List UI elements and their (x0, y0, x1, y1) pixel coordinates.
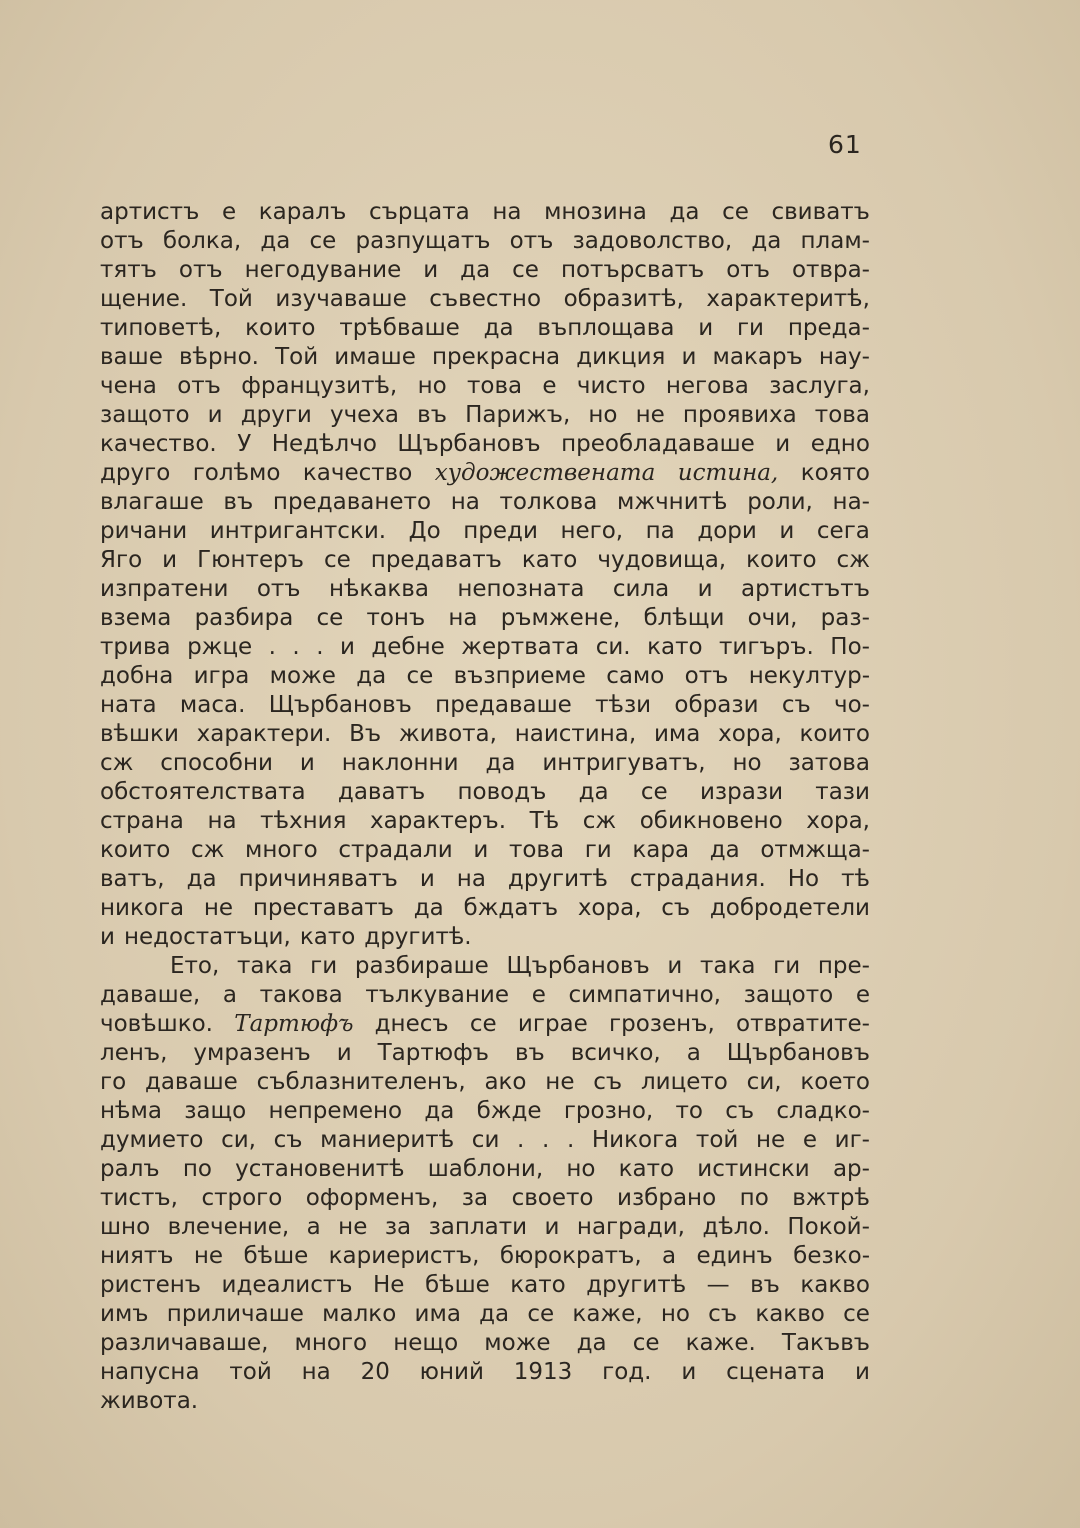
text-line: Ето, така ги разбираше Щърбановъ и така ги пре- (170, 953, 870, 979)
text-line: взема разбира се тонъ на ръмжене, блѣщи очи, раз- (100, 605, 870, 631)
text-line: типоветѣ, които трѣбваше да въплощава и ги преда- (100, 315, 870, 341)
text-line: ричани интригантски. До преди него, па дори и сега (100, 518, 870, 544)
body-text (100, 198, 870, 1416)
text-line: чена отъ французитѣ, но това е чисто негова заслуга, (100, 373, 870, 399)
text-line: страна на тѣхния характеръ. Тѣ сж обикновено хора, (100, 808, 870, 834)
text-line: защото и други учеха въ Парижъ, но не проявиха това (100, 402, 870, 428)
text-line: влагаше въ предаването на толкова мжчнитѣ роли, на- (100, 489, 870, 515)
text-line: ниятъ не бѣше кариеристъ, бюрократъ, а единъ безко- (100, 1243, 870, 1269)
text-line: ралъ по установенитѣ шаблони, но като истински ар- (100, 1156, 870, 1182)
text-line: нѣма защо непремено да бжде грозно, то съ сладко- (100, 1098, 870, 1124)
text-line: друго голѣмо качество художествената истина, която (100, 460, 870, 486)
text-line: обстоятелствата даватъ поводъ да се изрази тази (100, 779, 870, 805)
text-line: тистъ, строго оформенъ, за своето избрано по вжтрѣ (100, 1185, 870, 1211)
text-line: вѣшки характери. Въ живота, наистина, има хора, които (100, 721, 870, 747)
page-number: 61 (828, 130, 862, 159)
text-line: човѣшко. Тартюфъ днесъ се играе грозенъ, отвратите- (100, 1011, 870, 1037)
text-line: тятъ отъ негодувание и да се потърсватъ отъ отвра- (100, 257, 870, 283)
text-line: го даваше съблазнителенъ, ако не съ лицето си, което (100, 1069, 870, 1095)
text-line: ристенъ идеалистъ Не бѣше като другитѣ — въ какво (100, 1272, 870, 1298)
text-line: ната маса. Щърбановъ предаваше тѣзи образи съ чо- (100, 692, 870, 718)
text-line: имъ приличаше малко има да се каже, но съ какво се (100, 1301, 870, 1327)
text-line: ленъ, умразенъ и Тартюфъ въ всичко, а Щърбановъ (100, 1040, 870, 1066)
text-line: и недостатъци, като другитѣ. (100, 924, 472, 950)
text-line: никога не преставатъ да бждатъ хора, съ добродетели (100, 895, 870, 921)
text-line: живота. (100, 1388, 199, 1414)
text-line: изпратени отъ нѣкаква непозната сила и артистътъ (100, 576, 870, 602)
text-line: качество. У Недѣлчо Щърбановъ преобладаваше и едно (100, 431, 870, 457)
text-line: Яго и Гюнтеръ се предаватъ като чудовища, които сж (100, 547, 870, 573)
text-line: щение. Той изучаваше съвестно образитѣ, характеритѣ, (100, 286, 870, 312)
text-line: отъ болка, да се разпущатъ отъ задоволство, да плам- (100, 228, 870, 254)
text-line: даваше, а такова тълкувание е симпатично, защото е (100, 982, 870, 1008)
text-line: ваше вѣрно. Той имаше прекрасна дикция и макаръ нау- (100, 344, 870, 370)
text-line: добна игра може да се възприеме само отъ некултур- (100, 663, 870, 689)
text-line: шно влечение, а не за заплати и награди, дѣло. Покой- (100, 1214, 870, 1240)
text-line: трива ржце . . . и дебне жертвата си. като тигъръ. По- (100, 634, 870, 660)
text-line: артистъ е каралъ сърцата на мнозина да се свиватъ (100, 199, 870, 225)
text-line: различаваше, много нещо може да се каже. Такъвъ (100, 1330, 870, 1356)
text-line: ватъ, да причиняватъ и на другитѣ страдания. Но тѣ (100, 866, 870, 892)
text-line: думието си, съ маниеритѣ си . . . Никога той не е иг- (100, 1127, 870, 1153)
text-line: сж способни и наклонни да интригуватъ, но затова (100, 750, 870, 776)
text-line: напусна той на 20 юний 1913 год. и сцената и (100, 1359, 870, 1385)
text-line: които сж много страдали и това ги кара да отмжща- (100, 837, 870, 863)
